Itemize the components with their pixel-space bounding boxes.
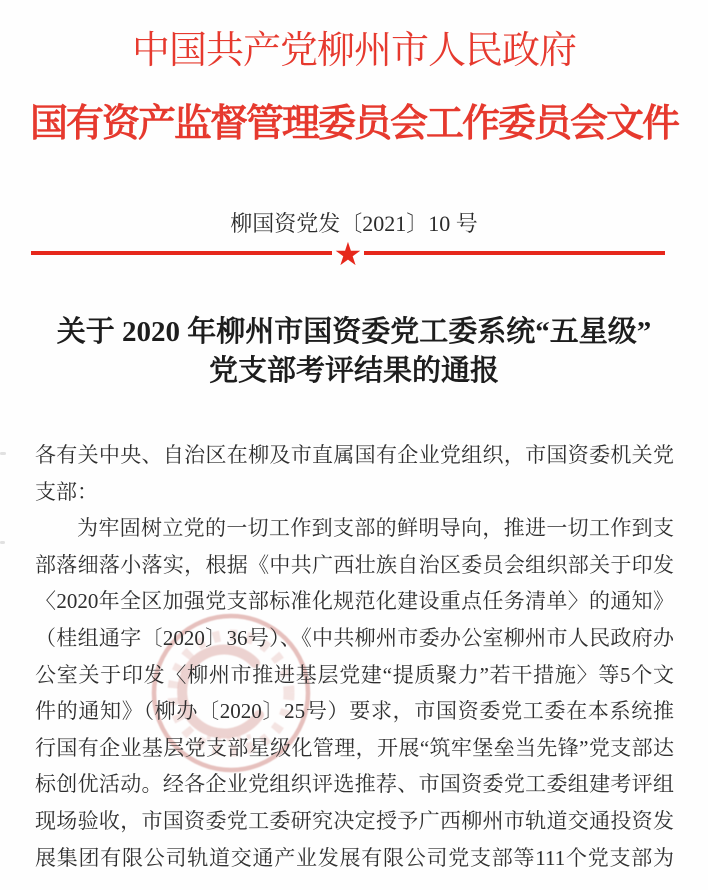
star-icon: ★: [333, 235, 363, 273]
separator-right-segment: [364, 251, 665, 255]
issuer-name-line-1: 中国共产党柳州市人民政府: [131, 30, 576, 72]
body-line-8: 件的通知》（柳办〔2020〕25号）要求，市国资委党工委在本系统推: [35, 699, 674, 724]
body-line-12: 展集团有限公司轨道交通产业发展有限公司党支部等111个党支部为: [35, 845, 674, 870]
scan-artifact: [0, 452, 6, 455]
title-line-1: 关于 2020 年柳州市国资委党工委系统“五星级”: [56, 316, 652, 348]
body-line-10: 标创优活动。经各企业党组织评选推荐、市国资委党工委组建考评组: [35, 772, 674, 797]
body-line-11: 现场验收，市国资委党工委研究决定授予广西柳州市轨道交通投资发: [35, 808, 674, 833]
body-line-2: 支部：: [35, 479, 98, 504]
body-line-9: 行国有企业基层党支部星级化管理，开展“筑牢堡垒当先锋”党支部达: [35, 735, 674, 760]
red-separator-line: [31, 235, 665, 273]
body-line-5: 〈2020年全区加强党支部标准化规范化建设重点任务清单〉的通知》: [35, 589, 674, 614]
document-title: [0, 313, 708, 391]
issuer-name-line-2: 国有资产监督管理委员会工作委员会文件: [29, 103, 678, 145]
body-line-4: 部落细落小落实，根据《中共广西壮族自治区委员会组织部关于印发: [35, 552, 674, 577]
document-number: 柳国资党发〔2021〕10 号: [230, 211, 478, 236]
body-line-7: 公室关于印发〈柳州市推进基层党建“提质聚力”若干措施〉等5个文: [35, 662, 674, 687]
body-line-1: 各有关中央、自治区在柳及市直属国有企业党组织，市国资委机关党: [35, 443, 674, 467]
body-line-3: 为牢固树立党的一切工作到支部的鲜明导向，推进一切工作到支: [77, 516, 674, 541]
scan-artifact: [0, 541, 5, 544]
separator-left-segment: [31, 251, 332, 255]
title-line-2: 党支部考评结果的通报: [208, 355, 499, 387]
document-body: [35, 437, 674, 876]
body-line-6: （桂组通字〔2020〕36号）、《中共柳州市委办公室柳州市人民政府办: [35, 625, 674, 650]
